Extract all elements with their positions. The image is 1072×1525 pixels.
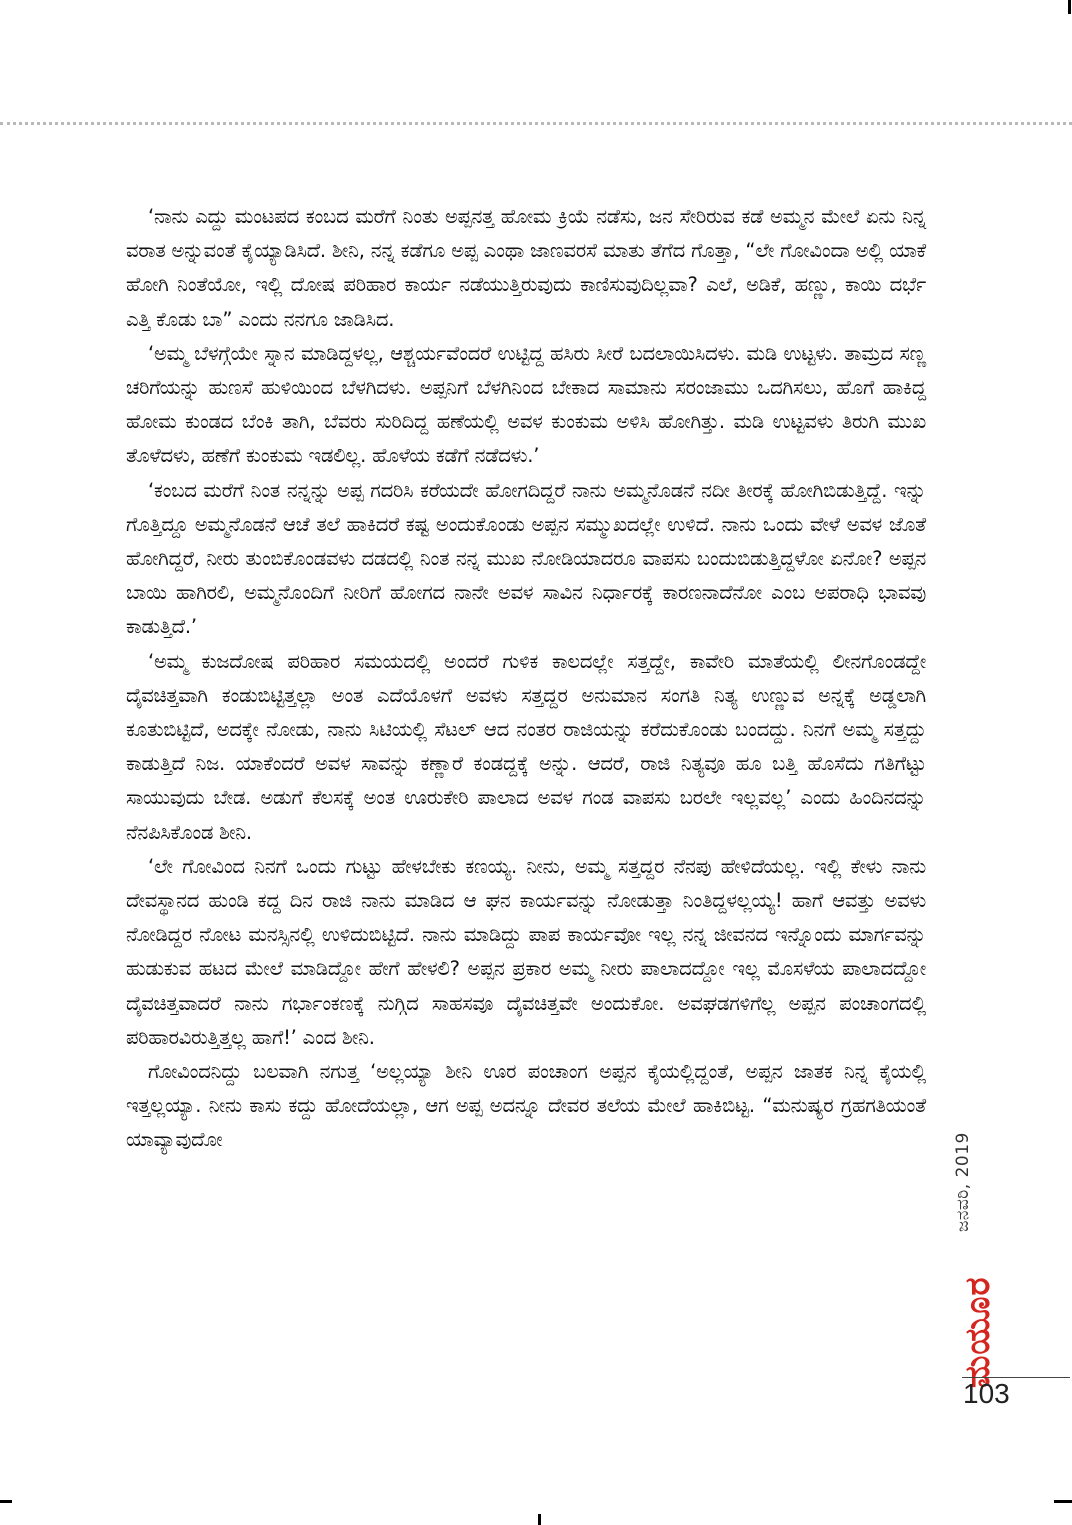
page-number: 103	[963, 1378, 1010, 1409]
paragraph: ‘ಕಂಬದ ಮರೆಗೆ ನಿಂತ ನನ್ನನ್ನು ಅಪ್ಪ ಗದರಿಸಿ ಕರೆಯದೇ ಹೋಗದಿದ್ದರೆ ನಾನು ಅಮ್ಮನೊಡನೆ ನದೀ ತೀರಕ್ಕೆ ಹೋಗಿಬಿಡುತ್ತಿದ್ದೆ. ಇನ್ನು ಗೊತ್ತಿದ್ದೂ ಅಮ್ಮನೊಡನೆ ಆಚೆ ತಲೆ ಹಾಕಿದರೆ ಕಷ್ಟ ಅಂದುಕೊಂಡು ಅಪ್ಪನ ಸಮ್ಮುಖದಲ್ಲೇ ಉಳಿದೆ. ನಾನು ಒಂದು ವೇಳೆ ಅವಳ ಜೊತೆ ಹೋಗಿದ್ದರೆ, ನೀರು ತುಂಬಿಕೊಂಡವಳು ದಡದಲ್ಲಿ ನಿಂತ ನನ್ನ ಮುಖ ನೋಡಿಯಾದರೂ ವಾಪಸು ಬಂದುಬಿಡುತ್ತಿದ್ದಳೋ ಏನೋ? ಅಪ್ಪನ ಬಾಯಿ ಹಾಗಿರಲಿ, ಅಮ್ಮನೊಂದಿಗೆ ನೀರಿಗೆ ಹೋಗದ ನಾನೇ ಅವಳ ಸಾವಿನ ನಿರ್ಧಾರಕ್ಕೆ ಕಾರಣನಾದೆನೋ ಎಂಬ ಅಪರಾಧಿ ಭಾವವು ಕಾಡುತ್ತಿದೆ.’	[126, 478, 926, 639]
header-dotted-rule	[0, 122, 1072, 125]
crop-mark-bottom-center	[538, 1514, 541, 1525]
paragraph: ಗೋವಿಂದನಿದ್ದು ಬಲವಾಗಿ ನಗುತ್ತ ‘ಅಲ್ಲಯ್ಯಾ ಶೀನಿ ಊರ ಪಂಚಾಂಗ ಅಪ್ಪನ ಕೈಯಲ್ಲಿದ್ದಂತೆ, ಅಪ್ಪನ ಜಾತಕ ನಿನ್ನ ಕೈಯಲ್ಲಿ ಇತ್ತಲ್ಲಯ್ಯಾ. ನೀನು ಕಾಸು ಕದ್ದು ಹೋದೆಯಲ್ಲಾ, ಆಗ ಅಪ್ಪ ಅದನ್ನೂ ದೇವರ ತಲೆಯ ಮೇಲೆ ಹಾಕಿಬಿಟ್ಟ. “ಮನುಷ್ಯರ ಗ್ರಹಗತಿಯಂತೆ ಯಾವ್ಯಾವುದೋ	[126, 1060, 926, 1152]
crop-mark-top-right	[1068, 0, 1071, 14]
crop-mark-bottom-right	[1054, 1500, 1072, 1503]
paragraph: ‘ಲೇ ಗೋವಿಂದ ನಿನಗೆ ಒಂದು ಗುಟ್ಟು ಹೇಳಬೇಕು ಕಣಯ್ಯ. ನೀನು, ಅಮ್ಮ ಸತ್ತದ್ದರ ನೆನಪು ಹೇಳಿದೆಯಲ್ಲ. ಇಲ್ಲಿ ಕೇಳು ನಾನು ದೇವಸ್ಥಾನದ ಹುಂಡಿ ಕದ್ದ ದಿನ ರಾಜಿ ನಾನು ಮಾಡಿದ ಆ ಘನ ಕಾರ್ಯವನ್ನು ನೋಡುತ್ತಾ ನಿಂತಿದ್ದಳಲ್ಲಯ್ಯ! ಹಾಗೆ ಆವತ್ತು ಅವಳು ನೋಡಿದ್ದರ ನೋಟ ಮನಸ್ಸಿನಲ್ಲಿ ಉಳಿದುಬಿಟ್ಟಿದೆ. ನಾನು ಮಾಡಿದ್ದು ಪಾಪ ಕಾರ್ಯವೋ ಇಲ್ಲ ನನ್ನ ಜೀವನದ ಇನ್ನೊಂದು ಮಾರ್ಗವನ್ನು ಹುಡುಕುವ ಹಟದ ಮೇಲೆ ಮಾಡಿದ್ದೋ ಹೇಗೆ ಹೇಳಲಿ? ಅಪ್ಪನ ಪ್ರಕಾರ ಅಮ್ಮ ನೀರು ಪಾಲಾದದ್ದೋ ಇಲ್ಲ ಮೊಸಳೆಯ ಪಾಲಾದದ್ದೋ ದೈವಚಿತ್ತವಾದರೆ ನಾನು ಗರ್ಭಾಂಕಣಕ್ಕೆ ನುಗ್ಗಿದ ಸಾಹಸವೂ ದೈವಚಿತ್ತವೇ ಅಂದುಕೋ. ಅವಘಡಗಳಿಗೆಲ್ಲ ಅಪ್ಪನ ಪಂಚಾಂಗದಲ್ಲಿ ಪರಿಹಾರವಿರುತ್ತಿತ್ತಲ್ಲ ಹಾಗೆ!’ ಎಂದ ಶೀನಿ.	[126, 854, 926, 1049]
paragraph: ‘ನಾನು ಎದ್ದು ಮಂಟಪದ ಕಂಬದ ಮರೆಗೆ ನಿಂತು ಅಪ್ಪನತ್ತ ಹೋಮ ಕ್ರಿಯೆ ನಡೆಸು, ಜನ ಸೇರಿರುವ ಕಡೆ ಅಮ್ಮನ ಮೇಲೆ ಏನು ನಿನ್ನ ವರಾತ ಅನ್ನುವಂತೆ ಕೈಯ್ಯಾಡಿಸಿದೆ. ಶೀನಿ, ನನ್ನ ಕಡೆಗೂ ಅಪ್ಪ ಎಂಥಾ ಜಾಣವರಸೆ ಮಾತು ತೆಗೆದ ಗೊತ್ತಾ, “ಲೇ ಗೋವಿಂದಾ ಅಲ್ಲಿ ಯಾಕೆ ಹೋಗಿ ನಿಂತೆಯೋ, ಇಲ್ಲಿ ದೋಷ ಪರಿಹಾರ ಕಾರ್ಯ ನಡೆಯುತ್ತಿರುವುದು ಕಾಣಿಸುವುದಿಲ್ಲವಾ? ಎಲೆ, ಅಡಿಕೆ, ಹಣ್ಣು, ಕಾಯಿ ದರ್ಭೆ ಎತ್ತಿ ಕೊಡು ಬಾ” ಎಂದು ನನಗೂ ಜಾಡಿಸಿದ.	[126, 205, 926, 331]
magazine-logo: ಮಯೂರ	[958, 1276, 998, 1388]
paragraph: ‘ಅಮ್ಮ ಬೆಳಗ್ಗೆಯೇ ಸ್ನಾನ ಮಾಡಿದ್ದಳಲ್ಲ, ಆಶ್ಚರ್ಯವೆಂದರೆ ಉಟ್ಟಿದ್ದ ಹಸಿರು ಸೀರೆ ಬದಲಾಯಿಸಿದಳು. ಮಡಿ ಉಟ್ಟಳು. ತಾಮ್ರದ ಸಣ್ಣ ಚರಿಗೆಯನ್ನು ಹುಣಸೆ ಹುಳಿಯಿಂದ ಬೆಳಗಿದಳು. ಅಪ್ಪನಿಗೆ ಬೆಳಗಿನಿಂದ ಬೇಕಾದ ಸಾಮಾನು ಸರಂಜಾಮು ಒದಗಿಸಲು, ಹೊಗೆ ಹಾಕಿದ್ದ ಹೋಮ ಕುಂಡದ ಬೆಂಕಿ ತಾಗಿ, ಬೆವರು ಸುರಿದಿದ್ದ ಹಣೆಯಲ್ಲಿ ಅವಳ ಕುಂಕುಮ ಅಳಿಸಿ ಹೋಗಿತ್ತು. ಮಡಿ ಉಟ್ಟವಳು ತಿರುಗಿ ಮುಖ ತೊಳೆದಳು, ಹಣೆಗೆ ಕುಂಕುಮ ಇಡಲಿಲ್ಲ. ಹೊಳೆಯ ಕಡೆಗೆ ನಡೆದಳು.’	[126, 341, 926, 468]
crop-mark-bottom-left	[0, 1500, 12, 1503]
paragraph: ‘ಅಮ್ಮ ಕುಜದೋಷ ಪರಿಹಾರ ಸಮಯದಲ್ಲಿ ಅಂದರೆ ಗುಳಿಕ ಕಾಲದಲ್ಲೇ ಸತ್ತದ್ದೇ, ಕಾವೇರಿ ಮಾತೆಯಲ್ಲಿ ಲೀನಗೊಂಡದ್ದೇ ದೈವಚಿತ್ತವಾಗಿ ಕಂಡುಬಿಟ್ಟಿತ್ತಲ್ಲಾ ಅಂತ ಎದೆಯೊಳಗೆ ಅವಳು ಸತ್ತದ್ದರ ಅನುಮಾನ ಸಂಗತಿ ನಿತ್ಯ ಉಣ್ಣುವ ಅನ್ನಕ್ಕೆ ಅಡ್ಡಲಾಗಿ ಕೂತುಬಿಟ್ಟಿದೆ, ಅದಕ್ಕೇ ನೋಡು, ನಾನು ಸಿಟಿಯಲ್ಲಿ ಸೆಟಲ್ ಆದ ನಂತರ ರಾಜಿಯನ್ನು ಕರೆದುಕೊಂಡು ಬಂದದ್ದು. ನಿನಗೆ ಅಮ್ಮ ಸತ್ತದ್ದು ಕಾಡುತ್ತಿದೆ ನಿಜ. ಯಾಕೆಂದರೆ ಅವಳ ಸಾವನ್ನು ಕಣ್ಣಾರೆ ಕಂಡದ್ದಕ್ಕೆ ಅನ್ನು. ಆದರೆ, ರಾಜಿ ನಿತ್ಯವೂ ಹೂ ಬತ್ತಿ ಹೊಸೆದು ಗತಿಗೆಟ್ಟು ಸಾಯುವುದು ಬೇಡ. ಅಡುಗೆ ಕೆಲಸಕ್ಕೆ ಅಂತ ಊರುಕೇರಿ ಪಾಲಾದ ಅವಳ ಗಂಡ ವಾಪಸು ಬರಲೇ ಇಲ್ಲವಲ್ಲ’ ಎಂದು ಹಿಂದಿನದನ್ನು ನೆನಪಿಸಿಕೊಂಡ ಶೀನಿ.	[126, 649, 926, 844]
article-body	[126, 200, 926, 1158]
issue-date: ಜನವರಿ, 2019	[953, 1132, 973, 1232]
